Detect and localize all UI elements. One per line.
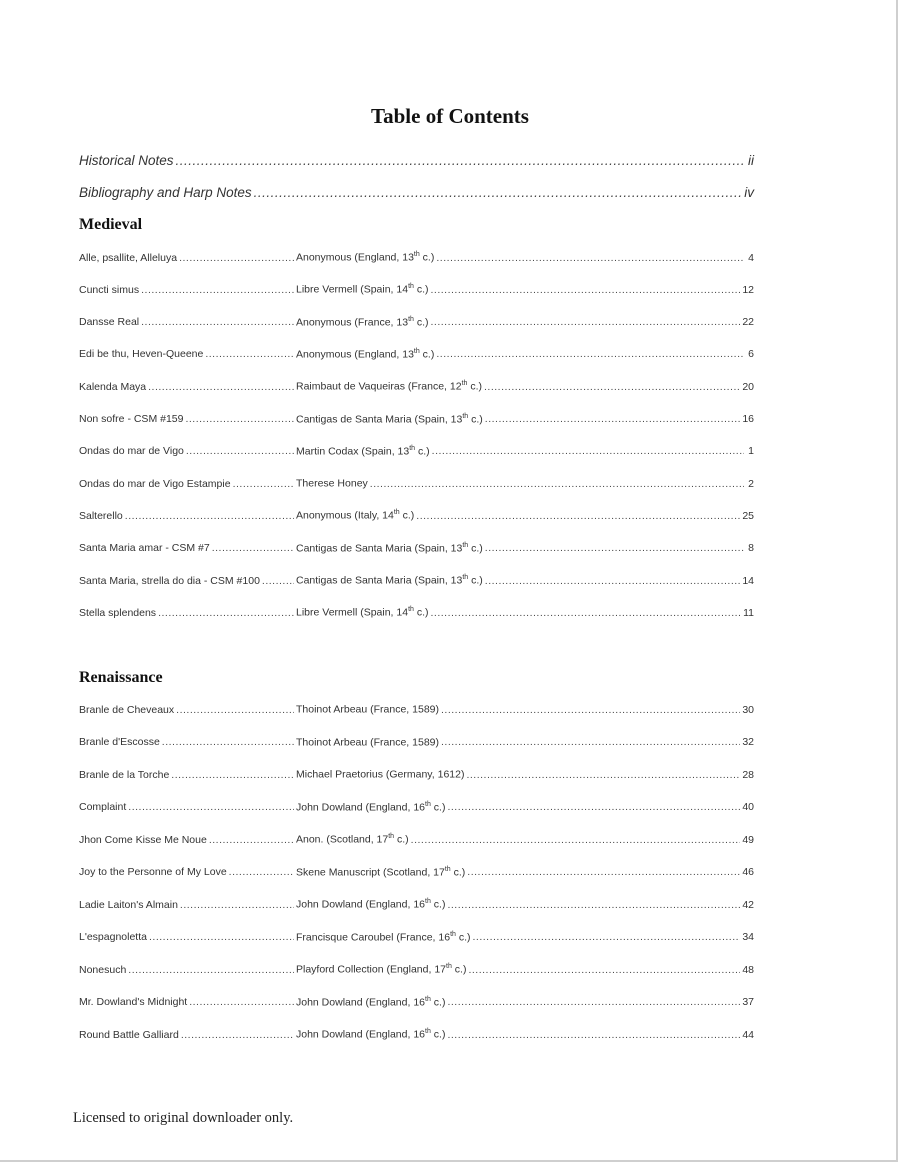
section-heading-medieval: Medieval <box>79 216 143 233</box>
toc-entry-composer <box>296 898 445 911</box>
ordinal-suffix: th <box>444 865 451 873</box>
toc-entry-composer <box>296 931 471 944</box>
toc-entry[interactable] <box>79 445 754 465</box>
toc-entry[interactable] <box>79 606 754 626</box>
dot-leader <box>441 704 740 716</box>
toc-entry-title: Nonesuch <box>79 963 127 976</box>
composer-text: Cantigas de Santa Maria (Spain, 13 <box>296 413 463 425</box>
toc-entry-title: Kalenda Maya <box>79 380 147 393</box>
toc-page-number: 44 <box>742 1028 754 1041</box>
toc-entry-composer <box>296 348 434 361</box>
dot-leader <box>485 413 741 425</box>
toc-entry-composer <box>296 833 409 846</box>
toc-entry-title: Branle d'Escosse <box>79 736 160 748</box>
dot-leader <box>189 996 294 1008</box>
dot-leader <box>447 1029 740 1041</box>
composer-text: Cantigas de Santa Maria (Spain, 13 <box>296 542 463 555</box>
dot-leader <box>485 542 744 554</box>
ordinal-suffix: th <box>393 509 400 517</box>
toc-entry[interactable] <box>79 477 754 497</box>
dot-leader <box>125 510 294 522</box>
ordinal-suffix: th <box>413 347 420 355</box>
toc-entry-title: Salterello <box>79 509 123 522</box>
ordinal-suffix: th <box>413 251 420 258</box>
toc-page-number: 25 <box>742 509 754 522</box>
composer-tail: c.) <box>413 283 429 296</box>
dot-leader <box>436 252 744 264</box>
composer-text: Thoinot Arbeau (France, 1589) <box>296 703 440 716</box>
dot-leader <box>436 348 744 360</box>
toc-entry-title: L'espagnoletta <box>79 931 147 943</box>
toc-title-cell <box>79 704 296 716</box>
dot-leader <box>485 575 741 587</box>
composer-tail: c.) <box>430 996 446 1008</box>
toc-page-number: ii <box>748 153 754 168</box>
toc-page-number: 14 <box>742 574 754 587</box>
toc-page-number: 2 <box>748 477 754 490</box>
dot-leader <box>467 866 740 878</box>
composer-text: Francisque Caroubel (France, 16 <box>296 931 451 943</box>
dot-leader <box>447 996 740 1008</box>
composer-text: Anonymous (France, 13 <box>296 316 409 329</box>
dot-leader <box>484 381 740 393</box>
dot-leader <box>181 1029 294 1041</box>
toc-front-bibliography[interactable] <box>79 185 754 205</box>
dot-leader <box>466 769 740 781</box>
dot-leader <box>205 348 294 360</box>
dot-leader <box>171 769 294 781</box>
toc-page-number: 30 <box>742 703 754 716</box>
composer-text: Libre Vermell (Spain, 14 <box>296 606 409 619</box>
toc-page-number: 40 <box>742 801 754 813</box>
toc-entry-title: Alle, psallite, Alleluya <box>79 251 178 264</box>
composer-tail: c.) <box>394 833 409 846</box>
toc-page-number: 46 <box>742 866 754 878</box>
toc-entry[interactable] <box>79 509 754 529</box>
dot-leader <box>447 801 740 813</box>
toc-entry-title: Ondas do mar de Vigo Estampie <box>79 477 231 490</box>
license-footer: Licensed to original downloader only. <box>73 1110 294 1126</box>
toc-title-cell <box>79 769 296 781</box>
composer-text: Playford Collection (England, 17 <box>296 963 447 976</box>
toc-entry[interactable] <box>79 542 754 562</box>
composer-text: Anonymous (England, 13 <box>296 348 414 361</box>
composer-text: Skene Manuscript (Scotland, 17 <box>296 866 445 878</box>
toc-title-cell <box>79 866 296 878</box>
toc-entry-composer <box>296 996 445 1009</box>
section-heading-renaissance: Renaissance <box>79 669 163 686</box>
toc-entry[interactable] <box>79 283 754 303</box>
composer-tail: c.) <box>415 445 430 458</box>
toc-front-historical-notes[interactable] <box>79 153 754 173</box>
toc-title-cell <box>79 284 296 296</box>
toc-page-number: 32 <box>742 736 754 748</box>
toc-entry-composer <box>296 866 465 879</box>
toc-title-cell <box>79 348 296 360</box>
toc-entry-title: Santa Maria amar - CSM #7 <box>79 542 210 555</box>
ordinal-suffix: th <box>425 898 431 905</box>
toc-entry-composer <box>296 445 430 458</box>
dot-leader <box>149 931 294 943</box>
toc-entry-title: Santa Maria, strella do dia - CSM #100 <box>79 574 260 587</box>
dot-leader <box>186 445 294 457</box>
dot-leader <box>473 931 741 943</box>
dot-leader <box>431 607 742 619</box>
composer-text: Michael Praetorius (Germany, 1612) <box>296 768 465 781</box>
toc-entry-composer <box>296 963 466 976</box>
toc-title-cell <box>79 252 296 264</box>
ordinal-suffix: th <box>408 315 414 323</box>
toc-page-number: iv <box>744 185 754 200</box>
toc-entry-composer <box>296 574 483 587</box>
toc-entry[interactable] <box>79 251 754 271</box>
toc-entry[interactable] <box>79 931 754 951</box>
toc-title-cell <box>79 899 296 911</box>
dot-leader <box>158 607 294 619</box>
composer-text: Anonymous (England, 13 <box>296 251 414 264</box>
composer-tail: c.) <box>467 380 482 393</box>
toc-entry-title: Cuncti simus <box>79 283 140 296</box>
toc-title-cell <box>79 801 296 813</box>
toc-entry[interactable] <box>79 1028 754 1048</box>
toc-title-cell <box>79 931 296 943</box>
toc-entry[interactable] <box>79 703 754 723</box>
ordinal-suffix: th <box>446 963 452 970</box>
dot-leader <box>209 834 294 846</box>
composer-text: Raimbaut de Vaqueiras (France, 12 <box>296 380 462 393</box>
toc-title-cell <box>79 413 296 425</box>
composer-text: Thoinot Arbeau (France, 1589) <box>296 736 440 748</box>
ordinal-suffix: th <box>462 574 469 581</box>
ordinal-suffix: th <box>388 833 395 840</box>
toc-entry-composer <box>296 1028 445 1041</box>
toc-entry-composer <box>296 703 439 716</box>
toc-entry-title: Dansse Real <box>79 316 140 329</box>
ordinal-suffix: th <box>408 606 414 614</box>
composer-tail: c.) <box>455 931 471 943</box>
toc-entry-composer <box>296 509 414 522</box>
dot-leader <box>179 252 294 264</box>
toc-page-number: 4 <box>748 251 754 264</box>
toc-page-number: 22 <box>742 316 754 329</box>
dot-leader <box>176 704 294 716</box>
toc-page-number: 6 <box>748 348 754 361</box>
composer-tail: c.) <box>413 316 429 329</box>
composer-tail: c.) <box>419 348 435 361</box>
composer-text: Anonymous (Italy, 14 <box>296 509 394 522</box>
toc-entry[interactable] <box>79 801 754 821</box>
toc-entry[interactable] <box>79 736 754 756</box>
toc-title-cell <box>79 996 296 1008</box>
composer-text: Therese Honey <box>296 477 368 490</box>
ordinal-suffix: th <box>408 283 414 291</box>
toc-entry-title: Round Battle Galliard <box>79 1028 179 1041</box>
toc-entry-composer <box>296 380 482 393</box>
composer-text: Martin Codax (Spain, 13 <box>296 445 410 458</box>
page-title: Table of Contents <box>371 104 529 128</box>
ordinal-suffix: th <box>461 380 468 388</box>
toc-title-cell <box>79 510 296 522</box>
toc-title-cell <box>79 381 296 393</box>
toc-entry-composer <box>296 801 445 814</box>
toc-entry[interactable] <box>79 866 754 886</box>
toc-page-number: 8 <box>748 542 754 555</box>
toc-entry-title: Branle de la Torche <box>79 768 170 781</box>
dot-leader <box>254 185 743 200</box>
toc-page-number: 49 <box>742 833 754 846</box>
composer-text: John Dowland (England, 16 <box>296 996 426 1008</box>
toc-entry[interactable] <box>79 413 754 433</box>
toc-entry-title: Ladie Laiton's Almain <box>79 898 178 911</box>
ordinal-suffix: th <box>462 412 469 420</box>
composer-tail: c.) <box>450 866 466 878</box>
toc-entry-composer <box>296 316 429 329</box>
composer-text: Cantigas de Santa Maria (Spain, 13 <box>296 574 463 587</box>
toc-entry[interactable] <box>79 963 754 983</box>
ordinal-suffix: th <box>462 541 469 549</box>
dot-leader <box>141 316 294 328</box>
toc-page-number: 34 <box>742 931 754 943</box>
toc-entry-title: Bibliography and Harp Notes <box>79 185 252 200</box>
dot-leader <box>468 964 740 976</box>
toc-title-cell <box>79 478 296 490</box>
dot-leader <box>141 284 294 296</box>
toc-entry-composer <box>296 283 429 296</box>
composer-tail: c.) <box>468 542 483 555</box>
composer-text: John Dowland (England, 16 <box>296 898 426 911</box>
toc-entry-title: Mr. Dowland's Midnight <box>79 996 188 1008</box>
toc-title-cell <box>79 736 296 748</box>
dot-leader <box>447 899 740 911</box>
composer-tail: c.) <box>468 413 483 425</box>
dot-leader <box>185 413 294 425</box>
toc-page-number: 28 <box>742 768 754 781</box>
toc-page-number: 1 <box>748 445 754 458</box>
composer-tail: c.) <box>419 251 435 264</box>
toc-entry-title: Ondas do mar de Vigo <box>79 445 184 458</box>
ordinal-suffix: th <box>425 800 431 808</box>
toc-entry-title: Stella splendens <box>79 606 157 619</box>
toc-page-number: 20 <box>742 380 754 393</box>
ordinal-suffix: th <box>409 444 416 452</box>
toc-page-number: 37 <box>742 996 754 1008</box>
toc-entry-composer <box>296 606 429 619</box>
composer-text: Anon. (Scotland, 17 <box>296 833 389 846</box>
dot-leader <box>176 153 744 168</box>
toc-entry-title: Joy to the Personne of My Love <box>79 866 227 878</box>
toc-page-number: 42 <box>742 898 754 911</box>
toc-page-number: 11 <box>743 606 754 619</box>
composer-tail: c.) <box>451 963 467 976</box>
toc-entry[interactable] <box>79 316 754 336</box>
dot-leader <box>212 542 294 554</box>
toc-page-number: 12 <box>742 283 754 296</box>
dot-leader <box>162 736 294 748</box>
toc-entry-title: Edi be thu, Heven-Queene <box>79 348 204 361</box>
toc-entry-title: Non sofre - CSM #159 <box>79 413 184 425</box>
toc-entry[interactable] <box>79 574 754 594</box>
dot-leader <box>370 478 744 490</box>
dot-leader <box>128 964 294 976</box>
composer-text: Libre Vermell (Spain, 14 <box>296 283 409 296</box>
ordinal-suffix: th <box>450 930 456 938</box>
toc-title-cell <box>79 964 296 976</box>
composer-tail: c.) <box>468 574 483 587</box>
dot-leader <box>229 866 294 878</box>
toc-entry-title: Historical Notes <box>79 153 174 168</box>
toc-title-cell <box>79 607 296 619</box>
dot-leader <box>441 736 740 748</box>
dot-leader <box>416 510 740 522</box>
toc-entry-composer <box>296 768 464 781</box>
toc-entry[interactable] <box>79 380 754 400</box>
dot-leader <box>233 478 294 490</box>
toc-entry-composer <box>296 477 368 490</box>
toc-entry[interactable] <box>79 898 754 918</box>
toc-title-cell <box>79 575 296 587</box>
composer-text: John Dowland (England, 16 <box>296 1028 426 1041</box>
composer-tail: c.) <box>430 1028 446 1041</box>
toc-entry-composer <box>296 736 439 749</box>
toc-page-number: 48 <box>742 963 754 976</box>
composer-tail: c.) <box>399 509 415 522</box>
composer-tail: c.) <box>430 898 446 911</box>
toc-entry[interactable] <box>79 768 754 788</box>
dot-leader <box>262 575 294 587</box>
ordinal-suffix: th <box>425 995 431 1003</box>
toc-title-cell <box>79 316 296 328</box>
toc-entry-title: Jhon Come Kisse Me Noue <box>79 833 207 846</box>
toc-entry[interactable] <box>79 996 754 1016</box>
dot-leader <box>432 445 744 457</box>
composer-tail: c.) <box>430 801 446 813</box>
toc-entry-composer <box>296 413 483 426</box>
dot-leader <box>431 284 741 296</box>
composer-tail: c.) <box>413 606 429 619</box>
toc-entry-composer <box>296 251 434 264</box>
dot-leader <box>411 834 741 846</box>
toc-title-cell <box>79 1029 296 1041</box>
dot-leader <box>128 801 294 813</box>
toc-title-cell <box>79 445 296 457</box>
toc-entry-title: Complaint <box>79 801 127 813</box>
toc-entry-title: Branle de Cheveaux <box>79 703 175 716</box>
toc-entry-composer <box>296 542 483 555</box>
dot-leader <box>180 899 294 911</box>
composer-text: John Dowland (England, 16 <box>296 801 426 813</box>
toc-title-cell <box>79 834 296 846</box>
toc-entry[interactable] <box>79 833 754 853</box>
dot-leader <box>148 381 294 393</box>
toc-entry[interactable] <box>79 348 754 368</box>
toc-page-number: 16 <box>742 413 754 425</box>
ordinal-suffix: th <box>425 1028 431 1035</box>
toc-title-cell <box>79 542 296 554</box>
dot-leader <box>431 316 741 328</box>
